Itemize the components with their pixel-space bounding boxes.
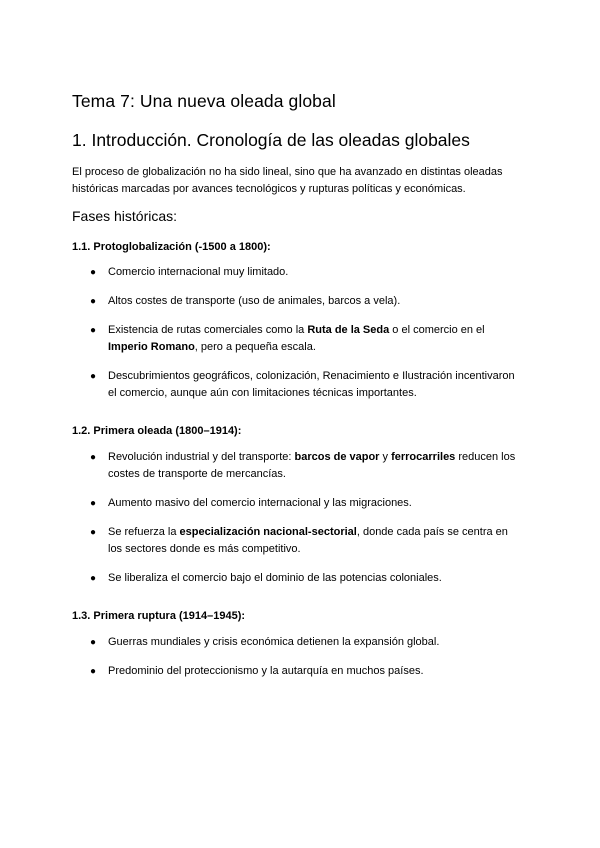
list-item: ● Altos costes de transporte (uso de animales, barcos a vela).	[90, 293, 530, 310]
bullet-icon: ●	[90, 498, 97, 509]
phase-list-protoglobalizacion	[90, 264, 530, 402]
bullet-icon: ●	[90, 527, 97, 538]
bold-term: especialización nacional-sectorial	[179, 526, 357, 538]
phase-heading-primera-ruptura: 1.3. Primera ruptura (1914–1945):	[72, 610, 246, 622]
list-item: ● Revolución industrial y del transporte: barcos de vapor y ferrocarriles reducen los costes de transporte de mercancías.	[90, 451, 516, 480]
phases-subheading: Fases históricas:	[72, 208, 178, 224]
phase-list-primera-ruptura	[90, 634, 530, 680]
bullet-icon: ●	[90, 637, 97, 648]
bullet-icon: ●	[90, 452, 97, 463]
section-title: 1. Introducción. Cronología de las oleadas globales	[72, 130, 470, 150]
document-title: Tema 7: Una nueva oleada global	[72, 91, 336, 111]
bold-term: ferrocarriles	[391, 451, 456, 463]
list-item: ● Comercio internacional muy limitado.	[90, 264, 530, 281]
intro-paragraph	[72, 164, 532, 198]
phase-heading-primera-oleada: 1.2. Primera oleada (1800–1914):	[72, 425, 242, 437]
intro-line-2: históricas marcadas por avances tecnológicos y rupturas políticas y económicas.	[72, 183, 466, 195]
list-item: ● Existencia de rutas comerciales como la Ruta de la Seda o el comercio en el Imperio Romano, pero a pequeña escala.	[90, 324, 485, 353]
bullet-icon: ●	[90, 296, 97, 307]
list-item: ● Predominio del proteccionismo y la autarquía en muchos países.	[90, 663, 530, 680]
list-item: ● Descubrimientos geográficos, colonización, Renacimiento e Ilustración incentivaron el comercio, aunque aún con limitaciones técnicas importantes.	[90, 370, 515, 399]
phase-heading-protoglobalizacion: 1.1. Protoglobalización (-1500 a 1800):	[72, 241, 271, 253]
intro-line-1: El proceso de globalización no ha sido lineal, sino que ha avanzado en distintas oleadas	[72, 166, 503, 178]
bold-term: barcos de vapor	[294, 451, 380, 463]
list-item: ● Aumento masivo del comercio internacional y las migraciones.	[90, 495, 530, 512]
bullet-icon: ●	[90, 267, 97, 278]
bullet-icon: ●	[90, 371, 97, 382]
bullet-icon: ●	[90, 666, 97, 677]
bold-term: Imperio Romano	[108, 341, 195, 353]
phase-list-primera-oleada	[90, 449, 530, 587]
list-item: ● Guerras mundiales y crisis económica detienen la expansión global.	[90, 634, 530, 651]
list-item: ● Se liberaliza el comercio bajo el dominio de las potencias coloniales.	[90, 570, 530, 587]
bold-term: Ruta de la Seda	[307, 324, 390, 336]
list-item: ● Se refuerza la especialización nacional-sectorial, donde cada país se centra en los sectores donde es más competitivo.	[90, 526, 508, 555]
bullet-icon: ●	[90, 573, 97, 584]
bullet-icon: ●	[90, 325, 97, 336]
